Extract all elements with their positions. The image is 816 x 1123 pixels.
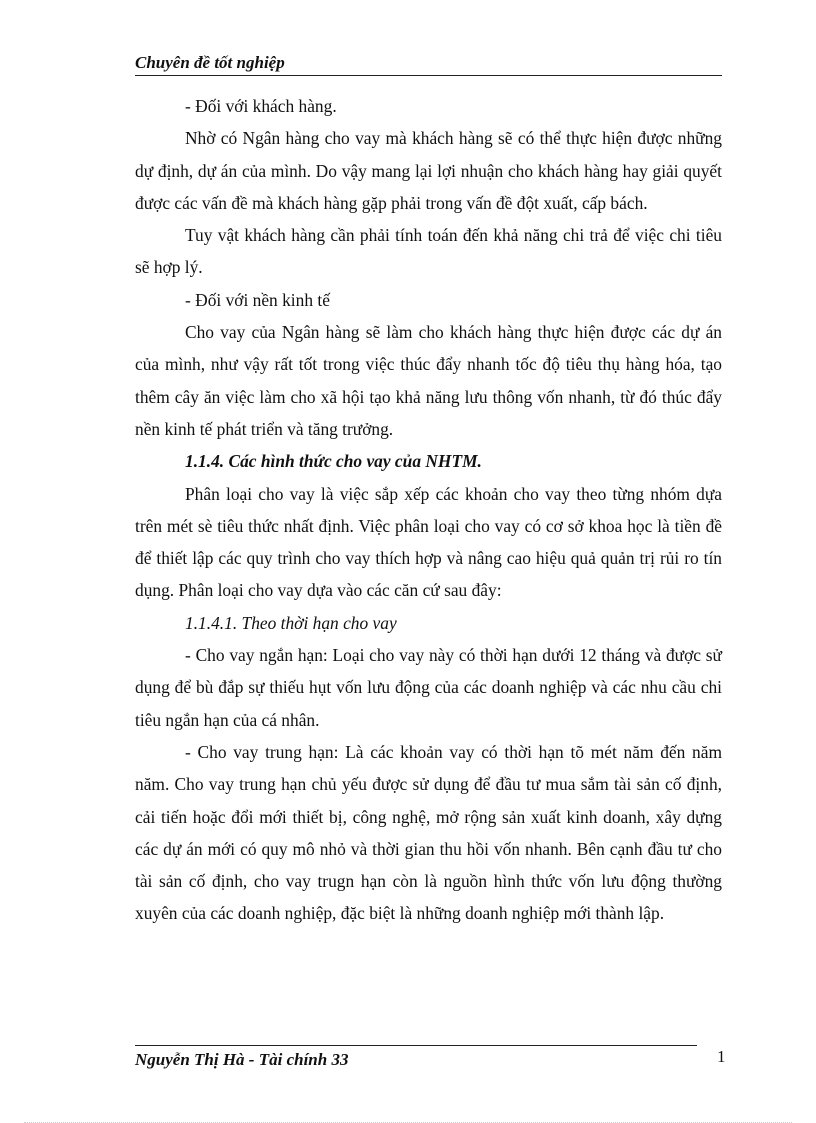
paragraph: Tuy vật khách hàng cần phải tính toán đến khả năng chi trả để việc chi tiêu sẽ hợp lý. [135,225,722,278]
paragraph: Phân loại cho vay là việc sắp xếp các khoản cho vay theo từng nhóm dựa trên mét sè tiêu thức nhất định. Việc phân loại cho vay có cơ sở khoa học là tiền đề để thiết lập các quy trình cho vay thích hợp và nâng cao hiệu quả quản trị rủi ro tín dụng. Phân loại cho vay dựa vào các căn cứ sau đây: [135,483,722,601]
page-number: 1 [717,1047,726,1066]
document-body [135,90,722,930]
paragraph: - Cho vay ngắn hạn: Loại cho vay này có thời hạn dưới 12 tháng và được sử dụng để bù đắp sự thiếu hụt vốn lưu động của các doanh nghiệp và các nhu cầu chi tiêu ngắn hạn của cá nhân. [135,645,722,730]
footer-divider [135,1045,697,1046]
subsection-heading: 1.1.4.1. Theo thời hạn cho vay [185,612,397,633]
paragraph: - Cho vay trung hạn: Là các khoản vay có thời hạn tõ mét năm đến năm năm. Cho vay trung hạn chủ yếu được sử dụng để đầu tư mua sắm tài sản cố định, cải tiến hoặc đổi mới thiết bị, công nghệ, mở rộng sản xuất kinh doanh, xây dựng các dự án mới có quy mô nhỏ và thời gian thu hồi vốn nhanh. Bên cạnh đầu tư cho tài sản cố định, cho vay trugn hạn còn là nguồn hình thức vốn lưu động thường xuyên của các doanh nghiệp, đặc biệt là những doanh nghiệp mới thành lập. [135,741,722,924]
paragraph-customers-heading: - Đối với khách hàng. [185,96,337,116]
section-heading: 1.1.4. Các hình thức cho vay của NHTM. [185,451,482,472]
header-divider [135,75,722,76]
page-header-title: Chuyên đề tốt nghiệp [135,53,285,72]
paragraph: Nhờ có Ngân hàng cho vay mà khách hàng sẽ có thể thực hiện được những dự định, dự án của mình. Do vậy mang lại lợi nhuận cho khách hàng hay giải quyết được các vấn đề mà khách hàng gặp phải trong vấn đề đột xuất, cấp bách. [135,128,722,213]
footer-author: Nguyễn Thị Hà - Tài chính 33 [135,1050,349,1069]
paragraph: Cho vay của Ngân hàng sẽ làm cho khách hàng thực hiện được các dự án của mình, như vậy rất tốt trong việc thúc đẩy nhanh tốc độ tiêu thụ hàng hóa, tạo thêm cây ăn việc làm cho xã hội tạo khả năng lưu thông vốn nhanh, từ đó thúc đẩy nền kinh tế phát triển và tăng trưởng. [135,322,722,439]
paragraph-economy-heading: - Đối với nền kinh tế [185,289,330,310]
